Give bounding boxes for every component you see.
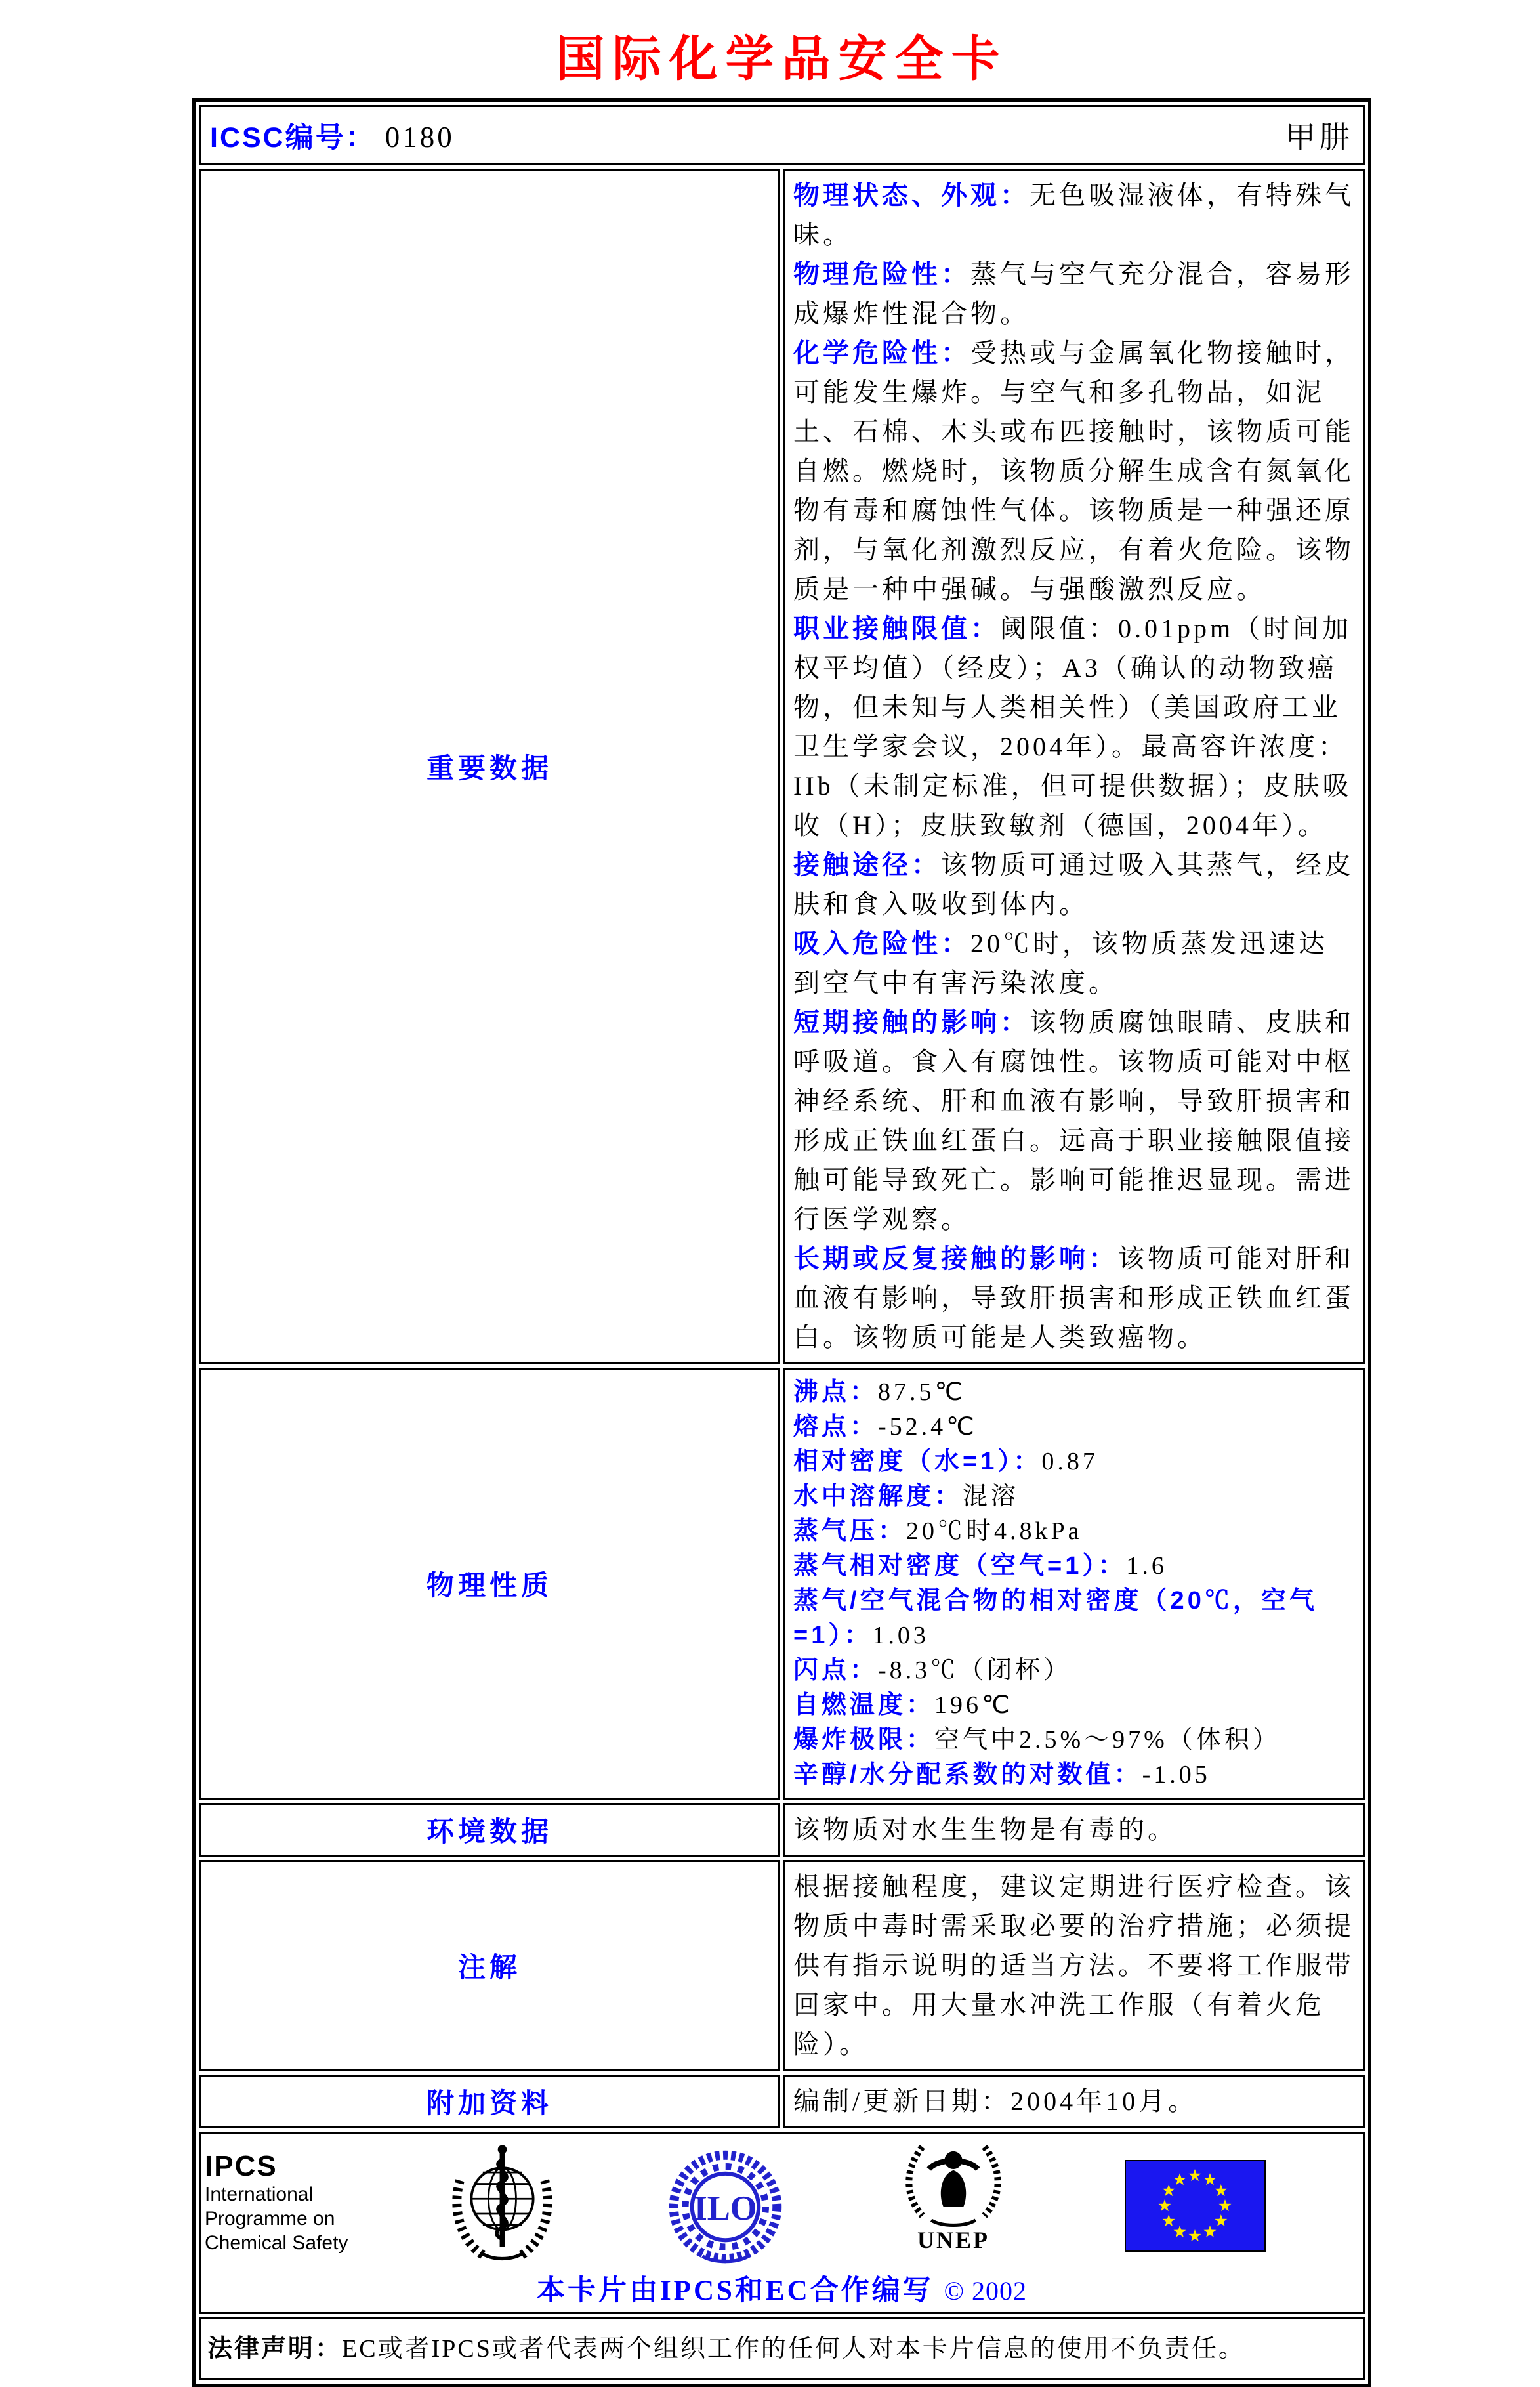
- notes-text: 根据接触程度，建议定期进行医疗检查。该物质中毒时需采取必要的治疗措施；必须提供有指示说明的适当方法。不要将工作服带回家中。用大量水冲洗工作服（有着火危险）。: [793, 1872, 1354, 2059]
- icsc-table: [192, 98, 1371, 2387]
- environment-data-row: [199, 1803, 1365, 1857]
- property-line: [793, 1758, 1355, 1792]
- legal-notice-text: EC或者IPCS或者代表两个组织工作的任何人对本卡片信息的使用不负责任。: [342, 2335, 1245, 2363]
- property-line: [793, 1549, 1355, 1584]
- segment-label: 长期或反复接触的影响：: [793, 1244, 1118, 1273]
- eu-flag-icon: [1125, 2160, 1266, 2255]
- header-row: [199, 105, 1365, 165]
- property-label: 辛醇/水分配系数的对数值：: [793, 1761, 1142, 1788]
- property-value: 196℃: [934, 1691, 1013, 1719]
- unep-logo-icon: [898, 2140, 1009, 2254]
- property-value: 空气中2.5%～97%（体积）: [934, 1726, 1281, 1754]
- additional-info-text: 编制/更新日期：2004年10月。: [793, 2086, 1198, 2116]
- property-value: 1.6: [1126, 1552, 1167, 1580]
- segment-label: 化学危险性：: [793, 339, 970, 368]
- segment-text: 该物质可通过吸入其蒸气，经皮肤和食入吸收到体内。: [793, 850, 1354, 919]
- property-label: 自燃温度：: [793, 1691, 935, 1719]
- property-value: 87.5℃: [878, 1378, 967, 1406]
- environment-data-content: [783, 1803, 1365, 1857]
- legal-notice: [207, 2331, 1356, 2367]
- property-line: [793, 1723, 1355, 1758]
- property-line: [793, 1653, 1355, 1688]
- property-value: -1.05: [1142, 1761, 1211, 1788]
- environment-data-label: 环境数据: [199, 1803, 780, 1857]
- property-line: [793, 1584, 1355, 1653]
- property-value: -8.3℃（闭杯）: [878, 1657, 1072, 1684]
- important-data-row: [199, 169, 1365, 1364]
- notes-row: [199, 1860, 1365, 2071]
- property-label: 相对密度（水=1）：: [793, 1448, 1042, 1475]
- data-segment: [793, 924, 1355, 1003]
- property-line: [793, 1375, 1355, 1410]
- property-label: 蒸气相对密度（空气=1）：: [793, 1552, 1127, 1580]
- physical-properties-content: [783, 1368, 1365, 1800]
- segment-text: 阈限值：0.01ppm（时间加权平均值）（经皮）；A3（确认的动物致癌物，但未知与人类相关性）（美国政府工业卫生学家会议，2004年）。最高容许浓度：IIb（未制定标准，但可提供数据）；皮肤吸收（H）；皮肤致敏剂（德国，2004年）。: [793, 614, 1352, 840]
- property-label: 熔点：: [793, 1413, 879, 1441]
- ipcs-line: Programme on: [205, 2208, 335, 2229]
- property-label: 蒸气压：: [793, 1517, 907, 1545]
- segment-label: 职业接触限值：: [793, 614, 1000, 643]
- property-line: [793, 1445, 1355, 1479]
- data-segment: [793, 176, 1355, 255]
- property-value: 1.03: [872, 1622, 929, 1649]
- segment-label: 短期接触的影响：: [793, 1008, 1030, 1037]
- data-segment: [793, 845, 1355, 924]
- data-segment: [793, 1239, 1355, 1357]
- physical-properties-row: [199, 1368, 1365, 1800]
- ilo-logo-icon: [668, 2149, 783, 2268]
- property-value: -52.4℃: [878, 1413, 978, 1441]
- who-logo-icon: [445, 2142, 560, 2271]
- notes-content: [783, 1860, 1365, 2071]
- segment-text: 该物质可能对肝和血液有影响，导致肝损害和形成正铁血红蛋白。该物质可能是人类致癌物。: [793, 1244, 1354, 1352]
- property-label: 蒸气/空气混合物的相对密度（20℃，空气=1）：: [793, 1587, 1318, 1649]
- icsc-number-value: 0180: [385, 120, 455, 154]
- data-segment: [793, 609, 1355, 845]
- data-segment: [793, 255, 1355, 333]
- data-segment: [793, 1003, 1355, 1239]
- icsc-card-page: [0, 31, 1540, 2363]
- page-title: 国际化学品安全卡: [556, 31, 1008, 87]
- physical-properties-label: 物理性质: [199, 1368, 780, 1800]
- segment-label: 物理状态、外观：: [793, 181, 1030, 210]
- property-line: [793, 1479, 1355, 1514]
- legal-row: [199, 2317, 1365, 2380]
- important-data-content: [783, 169, 1365, 1364]
- ipcs-acronym: IPCS: [205, 2150, 278, 2182]
- important-data-label: 重要数据: [199, 169, 780, 1364]
- segment-label: 吸入危险性：: [793, 929, 970, 958]
- ipcs-text-block: [205, 2151, 348, 2255]
- segment-label: 接触途径：: [793, 851, 941, 879]
- additional-info-content: [783, 2075, 1365, 2128]
- property-line: [793, 1688, 1355, 1723]
- environment-text: 该物质对水生生物是有毒的。: [793, 1815, 1177, 1844]
- additional-info-row: [199, 2075, 1365, 2128]
- unep-label: UNEP: [917, 2227, 989, 2253]
- credit-line: [201, 2268, 1363, 2308]
- logos-strip: [201, 2134, 1363, 2312]
- additional-info-label: 附加资料: [199, 2075, 780, 2128]
- property-line: [793, 1514, 1355, 1549]
- ilo-letters: ILO: [694, 2189, 757, 2228]
- ipcs-line: Chemical Safety: [205, 2232, 348, 2254]
- chemical-name: 甲肼: [1285, 121, 1354, 154]
- property-label: 爆炸极限：: [793, 1726, 935, 1754]
- segment-text: 受热或与金属氧化物接触时，可能发生爆炸。与空气和多孔物品，如泥土、石棉、木头或布匹接触时，该物质可能自燃。燃烧时，该物质分解生成含有氮氧化物有毒和腐蚀性气体。该物质是一种强还原剂，与氧化剂激烈反应，有着火危险。该物质是一种中强碱。与强酸激烈反应。: [793, 338, 1354, 604]
- logos-row: [199, 2132, 1365, 2314]
- segment-text: 20℃时，该物质蒸发迅速达到空气中有害污染浓度。: [793, 929, 1328, 998]
- property-value: 混溶: [963, 1483, 1020, 1510]
- credit-text: 本卡片由IPCS和EC合作编写: [536, 2275, 934, 2306]
- legal-notice-label: 法律声明：: [207, 2335, 343, 2363]
- icsc-number-group: [210, 116, 455, 156]
- property-label: 水中溶解度：: [793, 1483, 963, 1510]
- ipcs-line: International: [205, 2184, 314, 2205]
- data-segment: [793, 333, 1355, 609]
- property-label: 沸点：: [793, 1378, 879, 1406]
- segment-label: 物理危险性：: [793, 260, 970, 289]
- property-value: 0.87: [1041, 1448, 1098, 1475]
- segment-text: 无色吸湿液体，有特殊气味。: [793, 180, 1354, 249]
- notes-label: 注解: [199, 1860, 780, 2071]
- icsc-number-label: ICSC编号：: [210, 121, 376, 154]
- property-value: 20℃时4.8kPa: [906, 1517, 1083, 1545]
- segment-text: 该物质腐蚀眼睛、皮肤和呼吸道。食入有腐蚀性。该物质可能对中枢神经系统、肝和血液有影响，导致肝损害和形成正铁血红蛋白。远高于职业接触限值接触可能导致死亡。影响可能推迟显现。需进行医学观察。: [793, 1007, 1354, 1234]
- property-label: 闪点：: [793, 1657, 879, 1684]
- copyright-text: © 2002: [944, 2276, 1028, 2306]
- property-line: [793, 1410, 1355, 1445]
- segment-text: 蒸气与空气充分混合，容易形成爆炸性混合物。: [793, 259, 1354, 328]
